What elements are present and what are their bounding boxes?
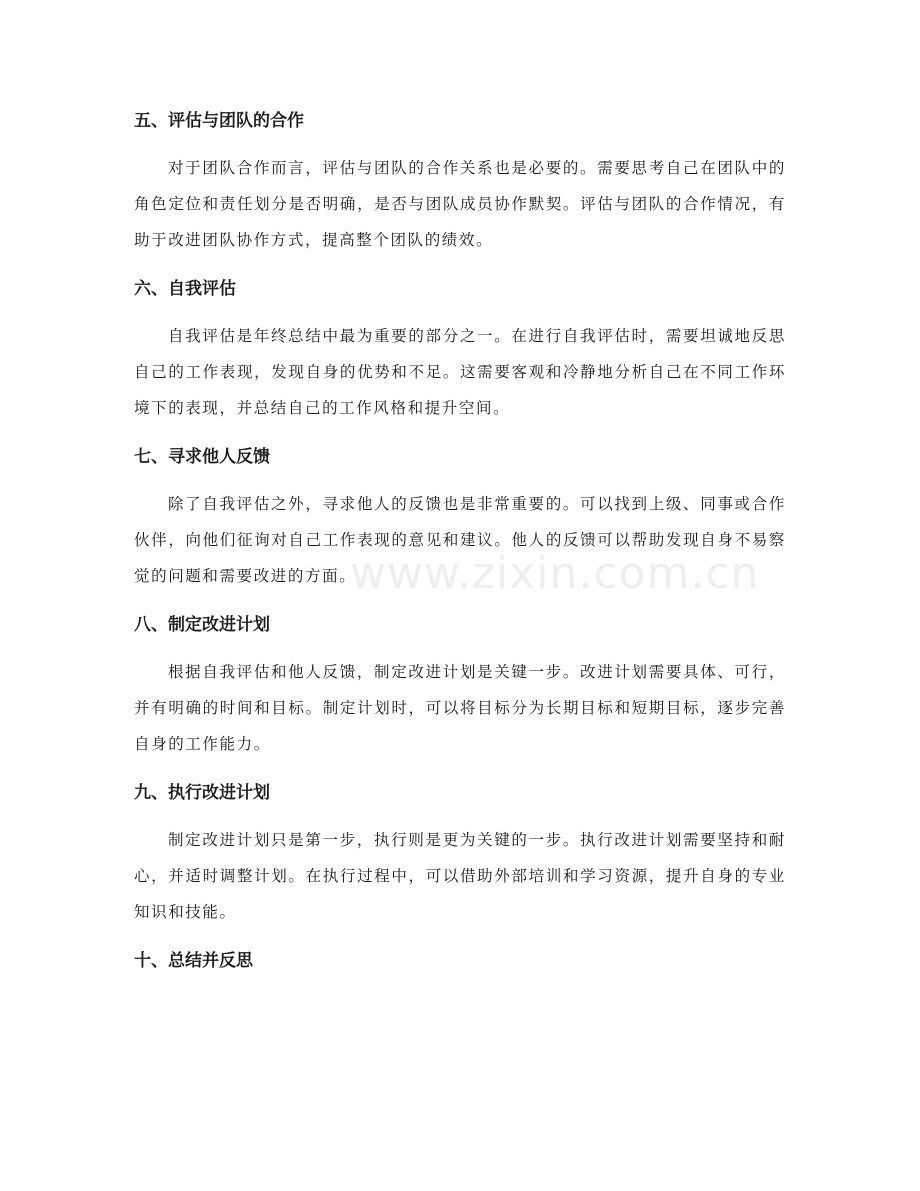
section-8 <box>134 608 786 762</box>
section-5 <box>134 104 786 258</box>
section-paragraph: 自我评估是年终总结中最为重要的部分之一。在进行自我评估时，需要坦诚地反思自己的工作表现，发现自身的优势和不足。这需要客观和冷静地分析自己在不同工作环境下的表现，并总结自己的工作风格和提升空间。 <box>134 327 786 417</box>
section-9 <box>134 776 786 930</box>
watermark: www.zixin.com.cn <box>350 548 760 599</box>
section-heading: 五、评估与团队的合作 <box>134 111 304 131</box>
section-7 <box>134 440 786 594</box>
section-paragraph: 制定改进计划只是第一步，执行则是更为关键的一步。执行改进计划需要坚持和耐心，并适时调整计划。在执行过程中，可以借助外部培训和学习资源，提升自身的专业知识和技能。 <box>134 831 786 921</box>
document-content <box>134 104 786 978</box>
section-heading: 八、制定改进计划 <box>134 615 270 635</box>
section-heading: 六、自我评估 <box>134 279 236 299</box>
section-heading: 九、执行改进计划 <box>134 783 270 803</box>
section-paragraph: 对于团队合作而言，评估与团队的合作关系也是必要的。需要思考自己在团队中的角色定位和责任划分是否明确，是否与团队成员协作默契。评估与团队的合作情况，有助于改进团队协作方式，提高整个团队的绩效。 <box>134 159 786 249</box>
section-10 <box>134 944 786 978</box>
section-6 <box>134 272 786 426</box>
section-heading: 七、寻求他人反馈 <box>134 447 270 467</box>
section-paragraph: 除了自我评估之外，寻求他人的反馈也是非常重要的。可以找到上级、同事或合作伙伴，向他们征询对自己工作表现的意见和建议。他人的反馈可以帮助发现自身不易察觉的问题和需要改进的方面。 <box>134 495 786 585</box>
section-paragraph: 根据自我评估和他人反馈，制定改进计划是关键一步。改进计划需要具体、可行，并有明确的时间和目标。制定计划时，可以将目标分为长期目标和短期目标，逐步完善自身的工作能力。 <box>134 663 786 753</box>
section-heading: 十、总结并反思 <box>134 951 253 971</box>
